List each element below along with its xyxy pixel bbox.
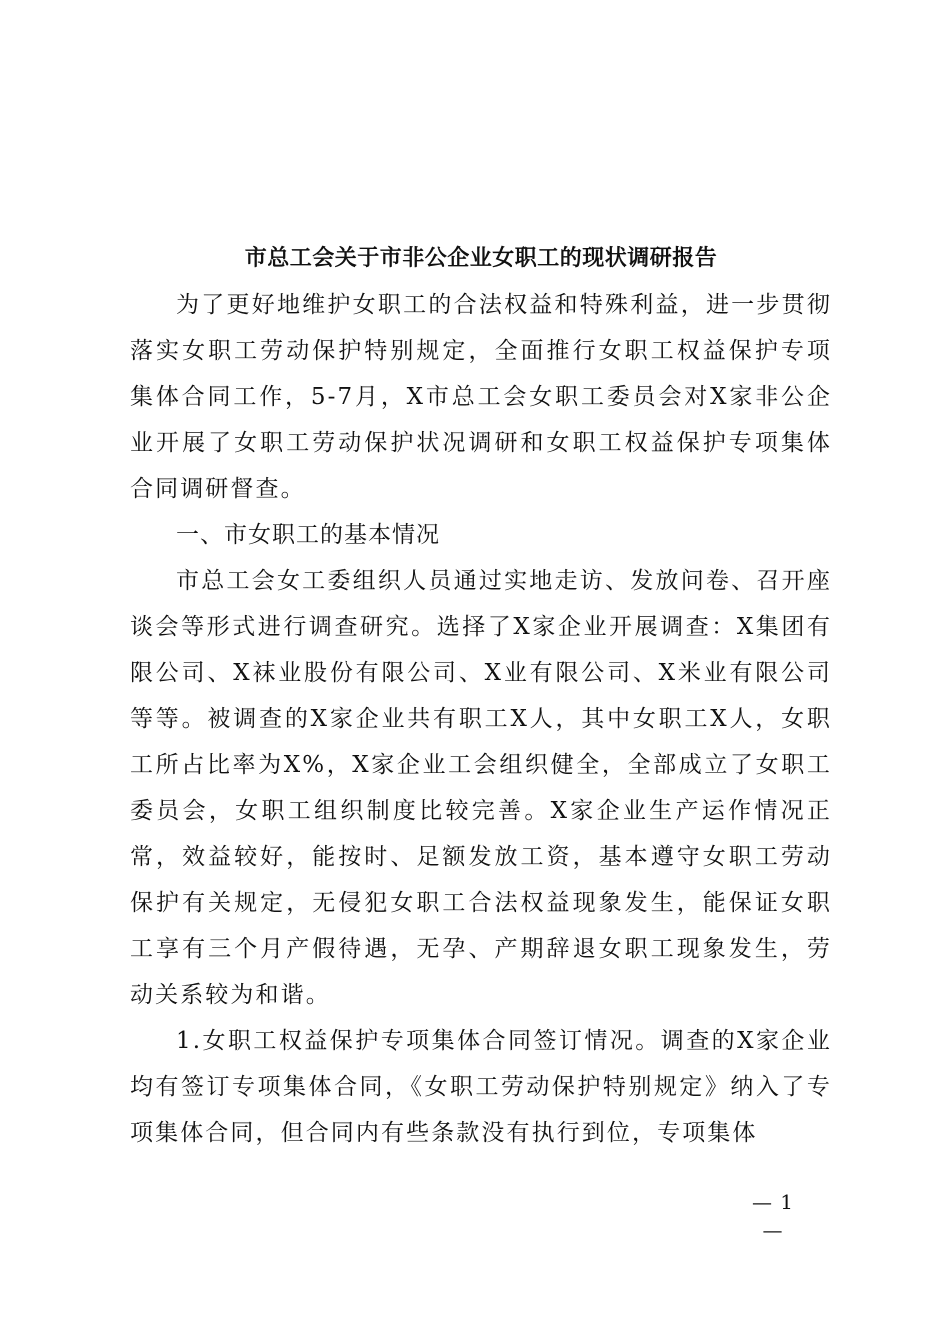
section-heading: 一、市女职工的基本情况 xyxy=(176,522,440,548)
intro-paragraph: 为了更好地维护女职工的合法权益和特殊利益，进一步贯彻落实女职工劳动保护特别规定，全面推行女职工权益保护专项集体合同工作，5-7月，X市总工会女职工委员会对X家非公企业开展了女职工劳动保护状况调研和女职工权益保护专项集体合同调研督查。 xyxy=(130,292,832,502)
document-title: 市总工会关于市非公企业女职工的现状调研报告 xyxy=(244,246,718,271)
section-paragraph: 市总工会女工委组织人员通过实地走访、发放问卷、召开座谈会等形式进行调查研究。选择了X家企业开展调查：X集团有限公司、X袜业股份有限公司、X业有限公司、X米业有限公司等等。被调查的X家企业共有职工X人，其中女职工X人，女职工所占比率为X%，X家企业工会组织健全，全部成立了女职工委员会，女职工组织制度比较完善。X家企业生产运作情况正常，效益较好，能按时、足额发放工资，基本遵守女职工劳动保护有关规定，无侵犯女职工合法权益现象发生，能保证女职工享有三个月产假待遇，无孕、产期辞退女职工现象发生，劳动关系较为和谐。 xyxy=(130,568,832,1008)
document-body xyxy=(130,236,832,1156)
numbered-item-paragraph: 1.女职工权益保护专项集体合同签订情况。调查的X家企业均有签订专项集体合同，《女职工劳动保护特别规定》纳入了专项集体合同，但合同内有些条款没有执行到位，专项集体 xyxy=(130,1028,832,1146)
page-number: — 1 — xyxy=(751,1190,795,1242)
